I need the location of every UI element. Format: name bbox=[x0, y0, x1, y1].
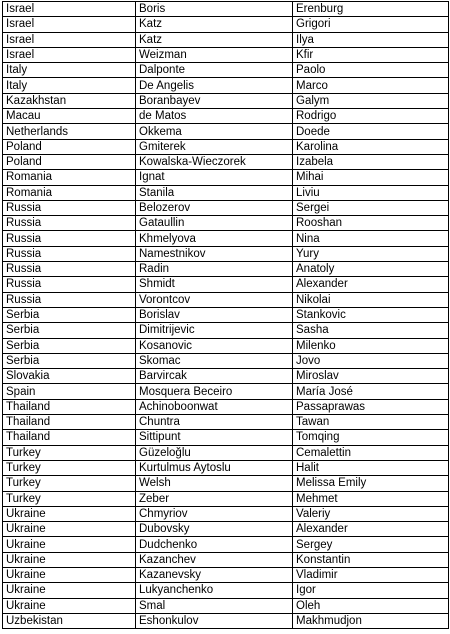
table-row bbox=[3, 262, 449, 277]
country-cell: Kazakhstan bbox=[3, 93, 136, 108]
table-row bbox=[3, 47, 449, 62]
last-name-cell: Borislav bbox=[136, 307, 293, 322]
table-row bbox=[3, 170, 449, 185]
first-name-cell: Ilya bbox=[293, 32, 449, 47]
first-name-cell: Liviu bbox=[293, 185, 449, 200]
last-name-cell: Güzeloğlu bbox=[136, 445, 293, 460]
table-row bbox=[3, 185, 449, 200]
country-cell: Macau bbox=[3, 109, 136, 124]
table-row bbox=[3, 552, 449, 567]
table-row bbox=[3, 139, 449, 154]
first-name-cell: Melissa Emily bbox=[293, 476, 449, 491]
last-name-cell: Namestnikov bbox=[136, 246, 293, 261]
first-name-cell: Rooshan bbox=[293, 216, 449, 231]
country-cell: Russia bbox=[3, 262, 136, 277]
last-name-cell: Mosquera Beceiro bbox=[136, 384, 293, 399]
country-cell: Slovakia bbox=[3, 369, 136, 384]
country-cell: Serbia bbox=[3, 323, 136, 338]
country-cell: Romania bbox=[3, 170, 136, 185]
country-cell: Israel bbox=[3, 32, 136, 47]
table-row bbox=[3, 476, 449, 491]
last-name-cell: Stanila bbox=[136, 185, 293, 200]
first-name-cell: Doede bbox=[293, 124, 449, 139]
first-name-cell: Galym bbox=[293, 93, 449, 108]
table-row bbox=[3, 491, 449, 506]
table-row bbox=[3, 124, 449, 139]
table-row bbox=[3, 231, 449, 246]
country-cell: Russia bbox=[3, 231, 136, 246]
last-name-cell: Barvircak bbox=[136, 369, 293, 384]
last-name-cell: Zeber bbox=[136, 491, 293, 506]
country-cell: Ukraine bbox=[3, 522, 136, 537]
last-name-cell: Kowalska-Wieczorek bbox=[136, 154, 293, 169]
country-cell: Romania bbox=[3, 185, 136, 200]
first-name-cell: Passaprawas bbox=[293, 399, 449, 414]
country-cell: Russia bbox=[3, 216, 136, 231]
last-name-cell: Achinoboonwat bbox=[136, 399, 293, 414]
first-name-cell: Konstantin bbox=[293, 552, 449, 567]
table-row bbox=[3, 613, 449, 628]
country-cell: Spain bbox=[3, 384, 136, 399]
table-row bbox=[3, 353, 449, 368]
country-cell: Russia bbox=[3, 246, 136, 261]
country-cell: Turkey bbox=[3, 460, 136, 475]
country-cell: Ukraine bbox=[3, 552, 136, 567]
table-row bbox=[3, 445, 449, 460]
first-name-cell: Marco bbox=[293, 78, 449, 93]
country-cell: Russia bbox=[3, 277, 136, 292]
country-cell: Netherlands bbox=[3, 124, 136, 139]
last-name-cell: Boris bbox=[136, 2, 293, 17]
last-name-cell: Boranbayev bbox=[136, 93, 293, 108]
table-row bbox=[3, 338, 449, 353]
first-name-cell: Tawan bbox=[293, 415, 449, 430]
table-container bbox=[2, 1, 448, 629]
country-cell: Thailand bbox=[3, 430, 136, 445]
first-name-cell: Sasha bbox=[293, 323, 449, 338]
last-name-cell: Vorontcov bbox=[136, 292, 293, 307]
last-name-cell: Khmelyova bbox=[136, 231, 293, 246]
last-name-cell: De Angelis bbox=[136, 78, 293, 93]
table-row bbox=[3, 78, 449, 93]
country-cell: Israel bbox=[3, 2, 136, 17]
first-name-cell: Rodrigo bbox=[293, 109, 449, 124]
last-name-cell: Dimitrijevic bbox=[136, 323, 293, 338]
table-row bbox=[3, 369, 449, 384]
table-row bbox=[3, 598, 449, 613]
country-cell: Serbia bbox=[3, 338, 136, 353]
first-name-cell: Cemalettin bbox=[293, 445, 449, 460]
country-cell: Thailand bbox=[3, 415, 136, 430]
table-row bbox=[3, 567, 449, 582]
table-row bbox=[3, 522, 449, 537]
first-name-cell: Oleh bbox=[293, 598, 449, 613]
table-row bbox=[3, 17, 449, 32]
table-row bbox=[3, 292, 449, 307]
first-name-cell: Mihai bbox=[293, 170, 449, 185]
country-cell: Ukraine bbox=[3, 567, 136, 582]
first-name-cell: Igor bbox=[293, 583, 449, 598]
table-row bbox=[3, 307, 449, 322]
first-name-cell: Kfir bbox=[293, 47, 449, 62]
last-name-cell: Kazanevsky bbox=[136, 567, 293, 582]
last-name-cell: Gmiterek bbox=[136, 139, 293, 154]
first-name-cell: Yury bbox=[293, 246, 449, 261]
table-row bbox=[3, 506, 449, 521]
last-name-cell: Okkema bbox=[136, 124, 293, 139]
first-name-cell: Anatoly bbox=[293, 262, 449, 277]
participants-table bbox=[2, 1, 449, 629]
country-cell: Italy bbox=[3, 63, 136, 78]
first-name-cell: Izabela bbox=[293, 154, 449, 169]
first-name-cell: Sergey bbox=[293, 537, 449, 552]
table-body bbox=[3, 2, 449, 629]
first-name-cell: Grigori bbox=[293, 17, 449, 32]
table-row bbox=[3, 415, 449, 430]
last-name-cell: Skomac bbox=[136, 353, 293, 368]
first-name-cell: Paolo bbox=[293, 63, 449, 78]
last-name-cell: Katz bbox=[136, 17, 293, 32]
country-cell: Poland bbox=[3, 154, 136, 169]
country-cell: Serbia bbox=[3, 353, 136, 368]
country-cell: Ukraine bbox=[3, 598, 136, 613]
country-cell: Thailand bbox=[3, 399, 136, 414]
table-row bbox=[3, 32, 449, 47]
last-name-cell: Lukyanchenko bbox=[136, 583, 293, 598]
last-name-cell: Radin bbox=[136, 262, 293, 277]
last-name-cell: Weizman bbox=[136, 47, 293, 62]
table-row bbox=[3, 537, 449, 552]
first-name-cell: Tomqing bbox=[293, 430, 449, 445]
country-cell: Israel bbox=[3, 17, 136, 32]
first-name-cell: Nina bbox=[293, 231, 449, 246]
table-row bbox=[3, 430, 449, 445]
last-name-cell: Eshonkulov bbox=[136, 613, 293, 628]
first-name-cell: Valeriy bbox=[293, 506, 449, 521]
table-row bbox=[3, 216, 449, 231]
country-cell: Turkey bbox=[3, 491, 136, 506]
last-name-cell: Dudchenko bbox=[136, 537, 293, 552]
country-cell: Serbia bbox=[3, 307, 136, 322]
first-name-cell: Mehmet bbox=[293, 491, 449, 506]
last-name-cell: Shmidt bbox=[136, 277, 293, 292]
last-name-cell: Kurtulmus Aytoslu bbox=[136, 460, 293, 475]
first-name-cell: Alexander bbox=[293, 277, 449, 292]
country-cell: Ukraine bbox=[3, 537, 136, 552]
first-name-cell: Sergei bbox=[293, 200, 449, 215]
first-name-cell: María José bbox=[293, 384, 449, 399]
table-row bbox=[3, 460, 449, 475]
country-cell: Russia bbox=[3, 292, 136, 307]
last-name-cell: Katz bbox=[136, 32, 293, 47]
country-cell: Uzbekistan bbox=[3, 613, 136, 628]
first-name-cell: Halit bbox=[293, 460, 449, 475]
last-name-cell: Kazanchev bbox=[136, 552, 293, 567]
first-name-cell: Milenko bbox=[293, 338, 449, 353]
country-cell: Turkey bbox=[3, 476, 136, 491]
first-name-cell: Erenburg bbox=[293, 2, 449, 17]
table-row bbox=[3, 384, 449, 399]
first-name-cell: Alexander bbox=[293, 522, 449, 537]
table-row bbox=[3, 277, 449, 292]
last-name-cell: Sittipunt bbox=[136, 430, 293, 445]
last-name-cell: Kosanovic bbox=[136, 338, 293, 353]
table-row bbox=[3, 109, 449, 124]
last-name-cell: Gataullin bbox=[136, 216, 293, 231]
last-name-cell: Chmyriov bbox=[136, 506, 293, 521]
table-row bbox=[3, 399, 449, 414]
last-name-cell: Chuntra bbox=[136, 415, 293, 430]
last-name-cell: Smal bbox=[136, 598, 293, 613]
country-cell: Italy bbox=[3, 78, 136, 93]
table-row bbox=[3, 583, 449, 598]
first-name-cell: Miroslav bbox=[293, 369, 449, 384]
table-row bbox=[3, 63, 449, 78]
first-name-cell: Makhmudjon bbox=[293, 613, 449, 628]
first-name-cell: Nikolai bbox=[293, 292, 449, 307]
table-row bbox=[3, 200, 449, 215]
table-row bbox=[3, 93, 449, 108]
country-cell: Russia bbox=[3, 200, 136, 215]
last-name-cell: Dubovsky bbox=[136, 522, 293, 537]
country-cell: Ukraine bbox=[3, 506, 136, 521]
table-row bbox=[3, 246, 449, 261]
table-row bbox=[3, 154, 449, 169]
first-name-cell: Stankovic bbox=[293, 307, 449, 322]
country-cell: Poland bbox=[3, 139, 136, 154]
last-name-cell: Ignat bbox=[136, 170, 293, 185]
last-name-cell: Dalponte bbox=[136, 63, 293, 78]
country-cell: Turkey bbox=[3, 445, 136, 460]
first-name-cell: Karolina bbox=[293, 139, 449, 154]
country-cell: Ukraine bbox=[3, 583, 136, 598]
table-row bbox=[3, 323, 449, 338]
first-name-cell: Jovo bbox=[293, 353, 449, 368]
last-name-cell: Belozerov bbox=[136, 200, 293, 215]
last-name-cell: de Matos bbox=[136, 109, 293, 124]
first-name-cell: Vladimir bbox=[293, 567, 449, 582]
table-row bbox=[3, 2, 449, 17]
country-cell: Israel bbox=[3, 47, 136, 62]
last-name-cell: Welsh bbox=[136, 476, 293, 491]
